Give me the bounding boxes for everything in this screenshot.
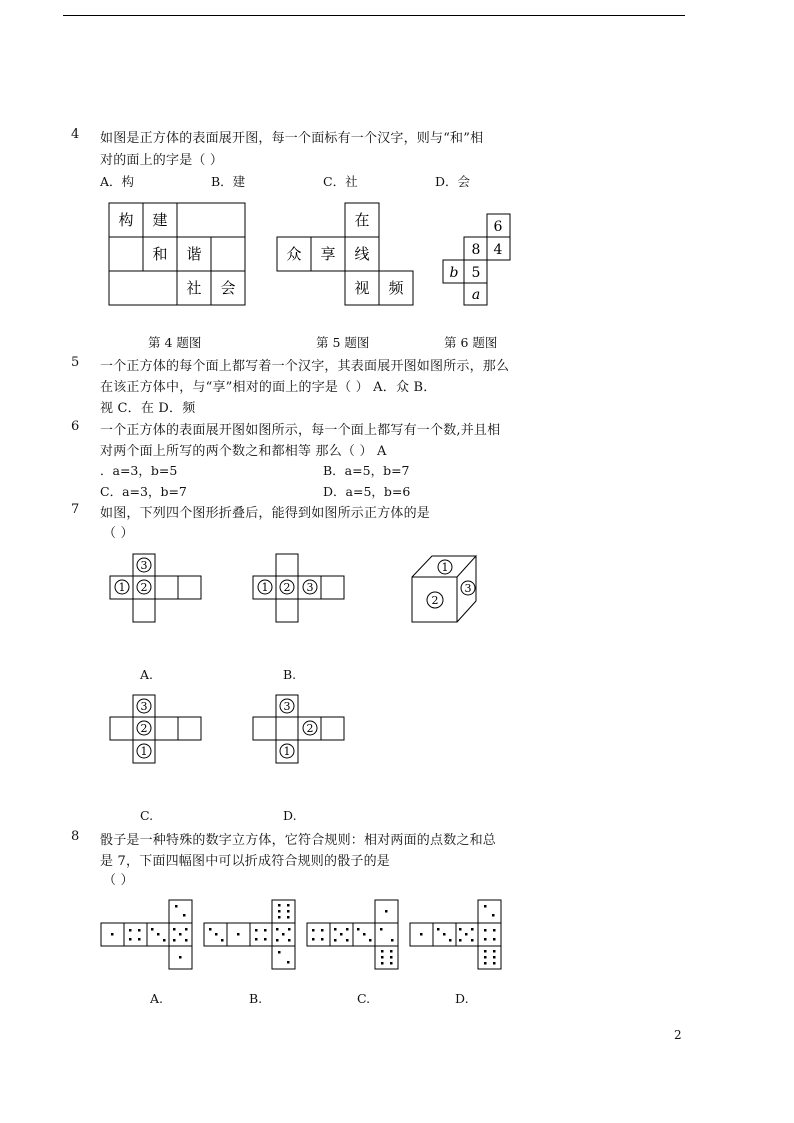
svg-text:2: 2 (140, 581, 148, 594)
figure-5-cube-net (276, 202, 414, 308)
svg-text:3: 3 (140, 700, 148, 713)
svg-text:2: 2 (431, 594, 439, 607)
question-5-text-line1: 一个正方体的每个面上都写着一个汉字，其表面展开图如图所示，那么 (100, 359, 510, 374)
question-8-text-line1: 骰子是一种特殊的数字立方体，它符合规则：相对两面的点数之和总 (100, 833, 497, 848)
svg-text:3: 3 (306, 581, 314, 594)
fig5-cell-char: 视 (354, 279, 370, 297)
svg-text:3: 3 (283, 700, 291, 713)
question-7-label-b: B. (283, 667, 297, 682)
header-rule (63, 15, 685, 16)
question-8-dice-net-d (409, 899, 505, 971)
question-8-label-c: C. (357, 991, 371, 1006)
fig4-cell-char: 会 (220, 279, 236, 297)
svg-text:1: 1 (261, 581, 269, 594)
question-7-label-d: D. (283, 808, 297, 823)
question-7-label-c: C. (140, 808, 154, 823)
question-8-number: 8 (71, 829, 80, 844)
question-7-reference-cube (410, 553, 482, 625)
question-7-text-line1: 如图，下列四个图形折叠后，能得到如图所示正方体的是 (100, 506, 431, 521)
fig4-cell-char: 构 (118, 211, 134, 229)
fig4-cell-char: 谐 (186, 245, 202, 263)
question-7-net-b (252, 553, 347, 625)
fig5-cell-char: 享 (320, 245, 336, 263)
question-6-text-line2: 对两个面上所写的两个数之和都相等 那么（ ） A (100, 444, 387, 459)
question-7-number: 7 (71, 502, 80, 517)
question-8-dice-net-b (203, 899, 299, 971)
question-8-text-line3: （ ） (103, 873, 134, 888)
figure-6-caption: 第 6 题图 (444, 335, 498, 350)
fig4-cell-char: 建 (152, 211, 168, 229)
question-6-text-line1: 一个正方体的表面展开图如图所示，每一个面上都写有一个数,并且相 (100, 423, 501, 438)
question-5-text-line3: 视 C．在 D．频 (100, 401, 196, 416)
svg-text:1: 1 (441, 561, 449, 574)
svg-text:1: 1 (283, 745, 291, 758)
question-5-text-line2: 在该正方体中，与“享”相对的面上的字是（ ） A．众 B． (100, 380, 437, 395)
fig5-cell-char: 频 (388, 279, 404, 297)
svg-text:3: 3 (464, 582, 472, 595)
figure-6-cube-net (442, 213, 514, 307)
question-8-dice-net-c (306, 899, 402, 971)
fig5-cell-char: 在 (354, 211, 370, 229)
question-8-label-d: D. (455, 991, 469, 1006)
svg-text:3: 3 (140, 559, 148, 572)
fig6-cell-value: a (471, 287, 481, 303)
figure-4-cube-net (108, 202, 248, 308)
fig4-cell-char: 和 (152, 245, 168, 263)
question-6-option-b: B．a=5，b=7 (323, 463, 410, 478)
page-number: 2 (674, 1028, 682, 1042)
question-7-net-c (109, 694, 204, 766)
question-4-option-a: A．构 (100, 174, 135, 189)
question-4-number: 4 (71, 127, 80, 142)
svg-text:2: 2 (140, 722, 148, 735)
fig4-cell-char: 社 (186, 279, 202, 297)
question-4-text-line2: 对的面上的字是（ ） (100, 153, 224, 168)
svg-text:1: 1 (140, 745, 148, 758)
fig6-cell-value: 6 (493, 219, 503, 235)
question-6-option-c: C．a=3，b=7 (100, 484, 187, 499)
question-6-option-d: D．a=5，b=6 (323, 484, 411, 499)
fig6-cell-value: 5 (471, 265, 481, 281)
question-7-net-a (109, 553, 204, 625)
figure-4-caption: 第 4 题图 (148, 335, 202, 350)
question-8-label-b: B. (249, 991, 263, 1006)
fig6-cell-value: 4 (493, 242, 503, 258)
fig6-cell-value: b (449, 265, 459, 281)
figure-5-caption: 第 5 题图 (316, 335, 370, 350)
question-7-text-line2: （ ） (103, 526, 134, 541)
question-6-option-a: ．a=3，b=5 (100, 463, 178, 478)
svg-text:1: 1 (118, 581, 126, 594)
question-4-option-b: B．建 (211, 174, 246, 189)
svg-text:2: 2 (283, 581, 291, 594)
question-8-text-line2: 是 7，下面四幅图中可以折成符合规则的骰子的是 (100, 854, 391, 869)
fig5-cell-char: 线 (354, 245, 370, 263)
question-7-label-a: A. (140, 667, 154, 682)
question-8-label-a: A. (150, 991, 164, 1006)
fig5-cell-char: 众 (286, 245, 302, 263)
fig6-cell-value: 8 (471, 242, 481, 258)
question-7-net-d (252, 694, 347, 766)
svg-text:2: 2 (306, 722, 314, 735)
question-4-option-c: C．社 (323, 174, 358, 189)
question-4-option-d: D．会 (435, 174, 471, 189)
question-5-number: 5 (71, 355, 80, 370)
question-4-text-line1: 如图是正方体的表面展开图，每一个面标有一个汉字，则与“和”相 (100, 131, 484, 146)
question-8-dice-net-a (100, 899, 196, 971)
question-6-number: 6 (71, 419, 80, 434)
